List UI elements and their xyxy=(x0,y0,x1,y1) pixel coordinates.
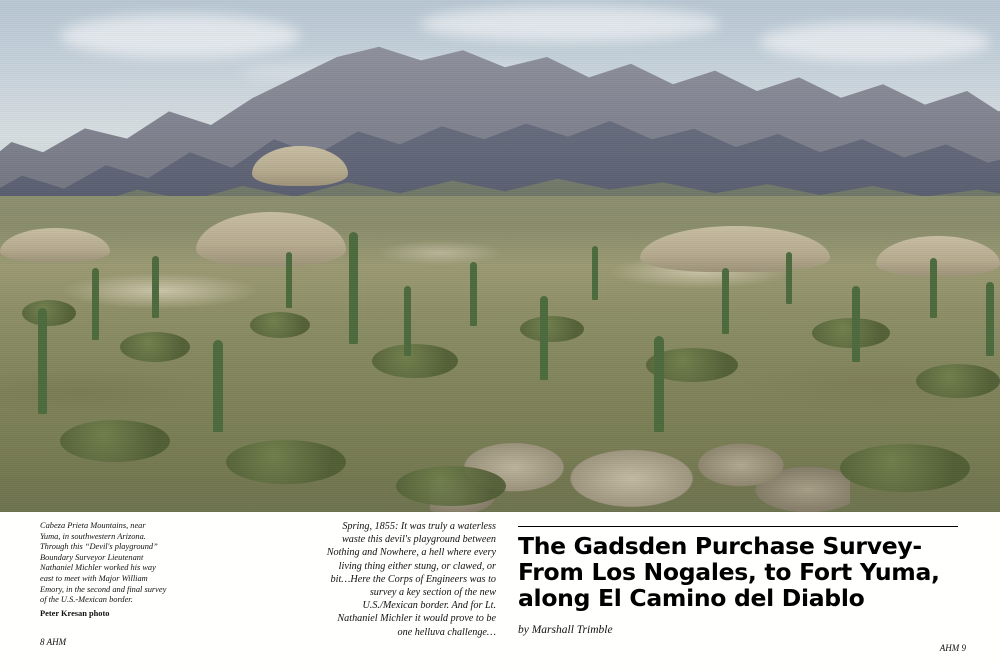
desert-shrub xyxy=(22,300,76,326)
desert-shrub xyxy=(840,444,970,492)
saguaro-cactus xyxy=(654,336,664,432)
article-byline: by Marshall Trimble xyxy=(518,624,613,636)
saguaro-cactus xyxy=(930,258,937,318)
desert-shrub xyxy=(812,318,890,348)
desert-shrub xyxy=(250,312,310,338)
photo-caption xyxy=(40,521,168,619)
caption-and-headline-area xyxy=(0,512,1000,667)
folio-left: 8 AHM xyxy=(40,637,67,647)
saguaro-cactus xyxy=(470,262,477,326)
saguaro-cactus xyxy=(722,268,729,334)
article-deck: Spring, 1855: It was truly a waterless waste this devil's playground between Nothing and Nowhere, a hell where every living thing either stung, or clawed, or bit…Here the Corps of Engineers was to survey a key section of the new U.S./Mexican border. And for Lt. Nathaniel Michler it would prove to be one helluva challenge… xyxy=(326,521,496,638)
photo-credit: Peter Kresan photo xyxy=(40,608,110,618)
saguaro-cactus xyxy=(786,252,792,304)
desert-shrub xyxy=(372,344,458,378)
headline-rule xyxy=(518,526,958,527)
folio-right: AHM 9 xyxy=(939,643,966,653)
desert-shrub xyxy=(120,332,190,362)
saguaro-cactus xyxy=(92,268,99,340)
saguaro-cactus xyxy=(213,340,223,432)
saguaro-cactus xyxy=(592,246,598,300)
saguaro-cactus xyxy=(349,232,358,344)
saguaro-cactus xyxy=(286,252,292,308)
photo-caption-text: Cabeza Prieta Mountains, near Yuma, in southwestern Arizona. Through this “Devil's playground” Boundary Surveyor Lieutenant Nathaniel Michler worked his way east to meet with Major William Emory, in the second and final survey of the U.S.-Mexican border. xyxy=(40,521,167,605)
article-headline xyxy=(518,526,966,611)
desert-shrub xyxy=(396,466,506,506)
cloud xyxy=(760,22,990,62)
saguaro-cactus xyxy=(152,256,159,318)
desert-shrub xyxy=(60,420,170,462)
headline-line-3: along El Camino del Diablo xyxy=(518,584,865,612)
saguaro-cactus xyxy=(404,286,411,356)
desert-shrub xyxy=(226,440,346,484)
saguaro-cactus xyxy=(38,308,47,414)
headline-line-2: From Los Nogales, to Fort Yuma, xyxy=(518,558,940,586)
saguaro-cactus xyxy=(540,296,548,380)
saguaro-cactus xyxy=(986,282,994,356)
saguaro-cactus xyxy=(852,286,860,362)
headline-line-1: The Gadsden Purchase Survey- xyxy=(518,532,922,560)
cloud xyxy=(420,6,720,42)
desert-shrub xyxy=(916,364,1000,398)
cloud xyxy=(60,14,300,58)
desert-shrub xyxy=(520,316,584,342)
